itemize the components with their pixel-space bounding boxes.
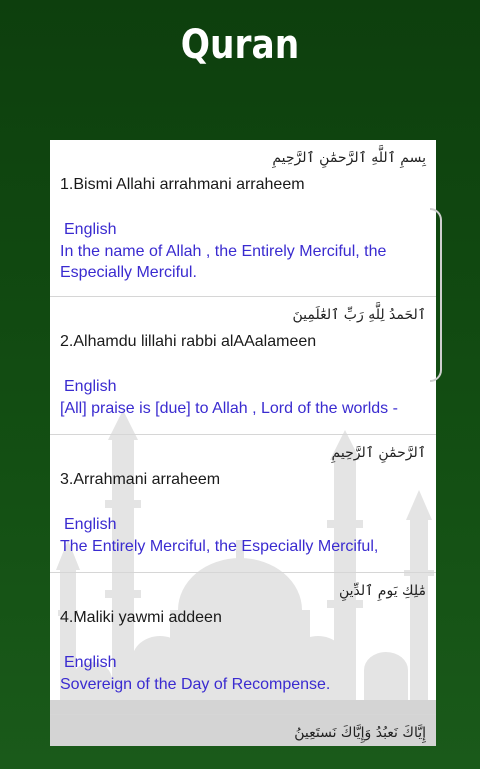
verse-translation: The Entirely Merciful, the Especially Merciful, — [60, 538, 379, 555]
verse-arabic: ٱلحَمدُ لِلَّهِ رَبِّ ٱلعَٰلَمِينَ — [292, 307, 426, 323]
verse-item[interactable] — [50, 297, 436, 434]
verse-transliteration: 1.Bismi Allahi arrahmani arraheem — [60, 176, 305, 193]
verse-list[interactable] — [50, 140, 436, 746]
app-title: Quran — [180, 22, 300, 68]
scroll-edge-indicator — [430, 208, 442, 382]
verse-item[interactable] — [50, 140, 436, 296]
verse-transliteration: 3.Arrahmani arraheem — [60, 471, 221, 488]
verse-item[interactable] — [50, 435, 436, 572]
verse-language-label: English — [64, 378, 117, 395]
verse-arabic: ٱلرَّحمَٰنِ ٱلرَّحِيمِ — [331, 445, 426, 461]
verse-arabic: بِسمِ ٱللَّهِ ٱلرَّحمَٰنِ ٱلرَّحِيمِ — [272, 150, 426, 166]
verse-item[interactable] — [50, 573, 436, 713]
verse-language-label: English — [64, 516, 117, 533]
verse-language-label: English — [64, 654, 117, 671]
verse-transliteration: 2.Alhamdu lillahi rabbi alAAalameen — [60, 333, 317, 350]
verse-divider — [50, 714, 436, 715]
verse-translation: [All] praise is [due] to Allah , Lord of the worlds - — [60, 400, 398, 417]
verse-transliteration: 4.Maliki yawmi addeen — [60, 609, 222, 626]
partial-verse-arabic[interactable]: إِيَّاكَ نَعبُدُ وَإِيَّاكَ نَستَعِينُ — [294, 725, 426, 741]
verse-translation: Sovereign of the Day of Recompense. — [60, 676, 331, 693]
verse-arabic: مَٰلِكِ يَومِ ٱلدِّينِ — [338, 583, 426, 599]
verse-language-label: English — [64, 221, 117, 238]
verse-translation: In the name of Allah , the Entirely Merciful, the Especially Merciful. — [60, 243, 387, 281]
